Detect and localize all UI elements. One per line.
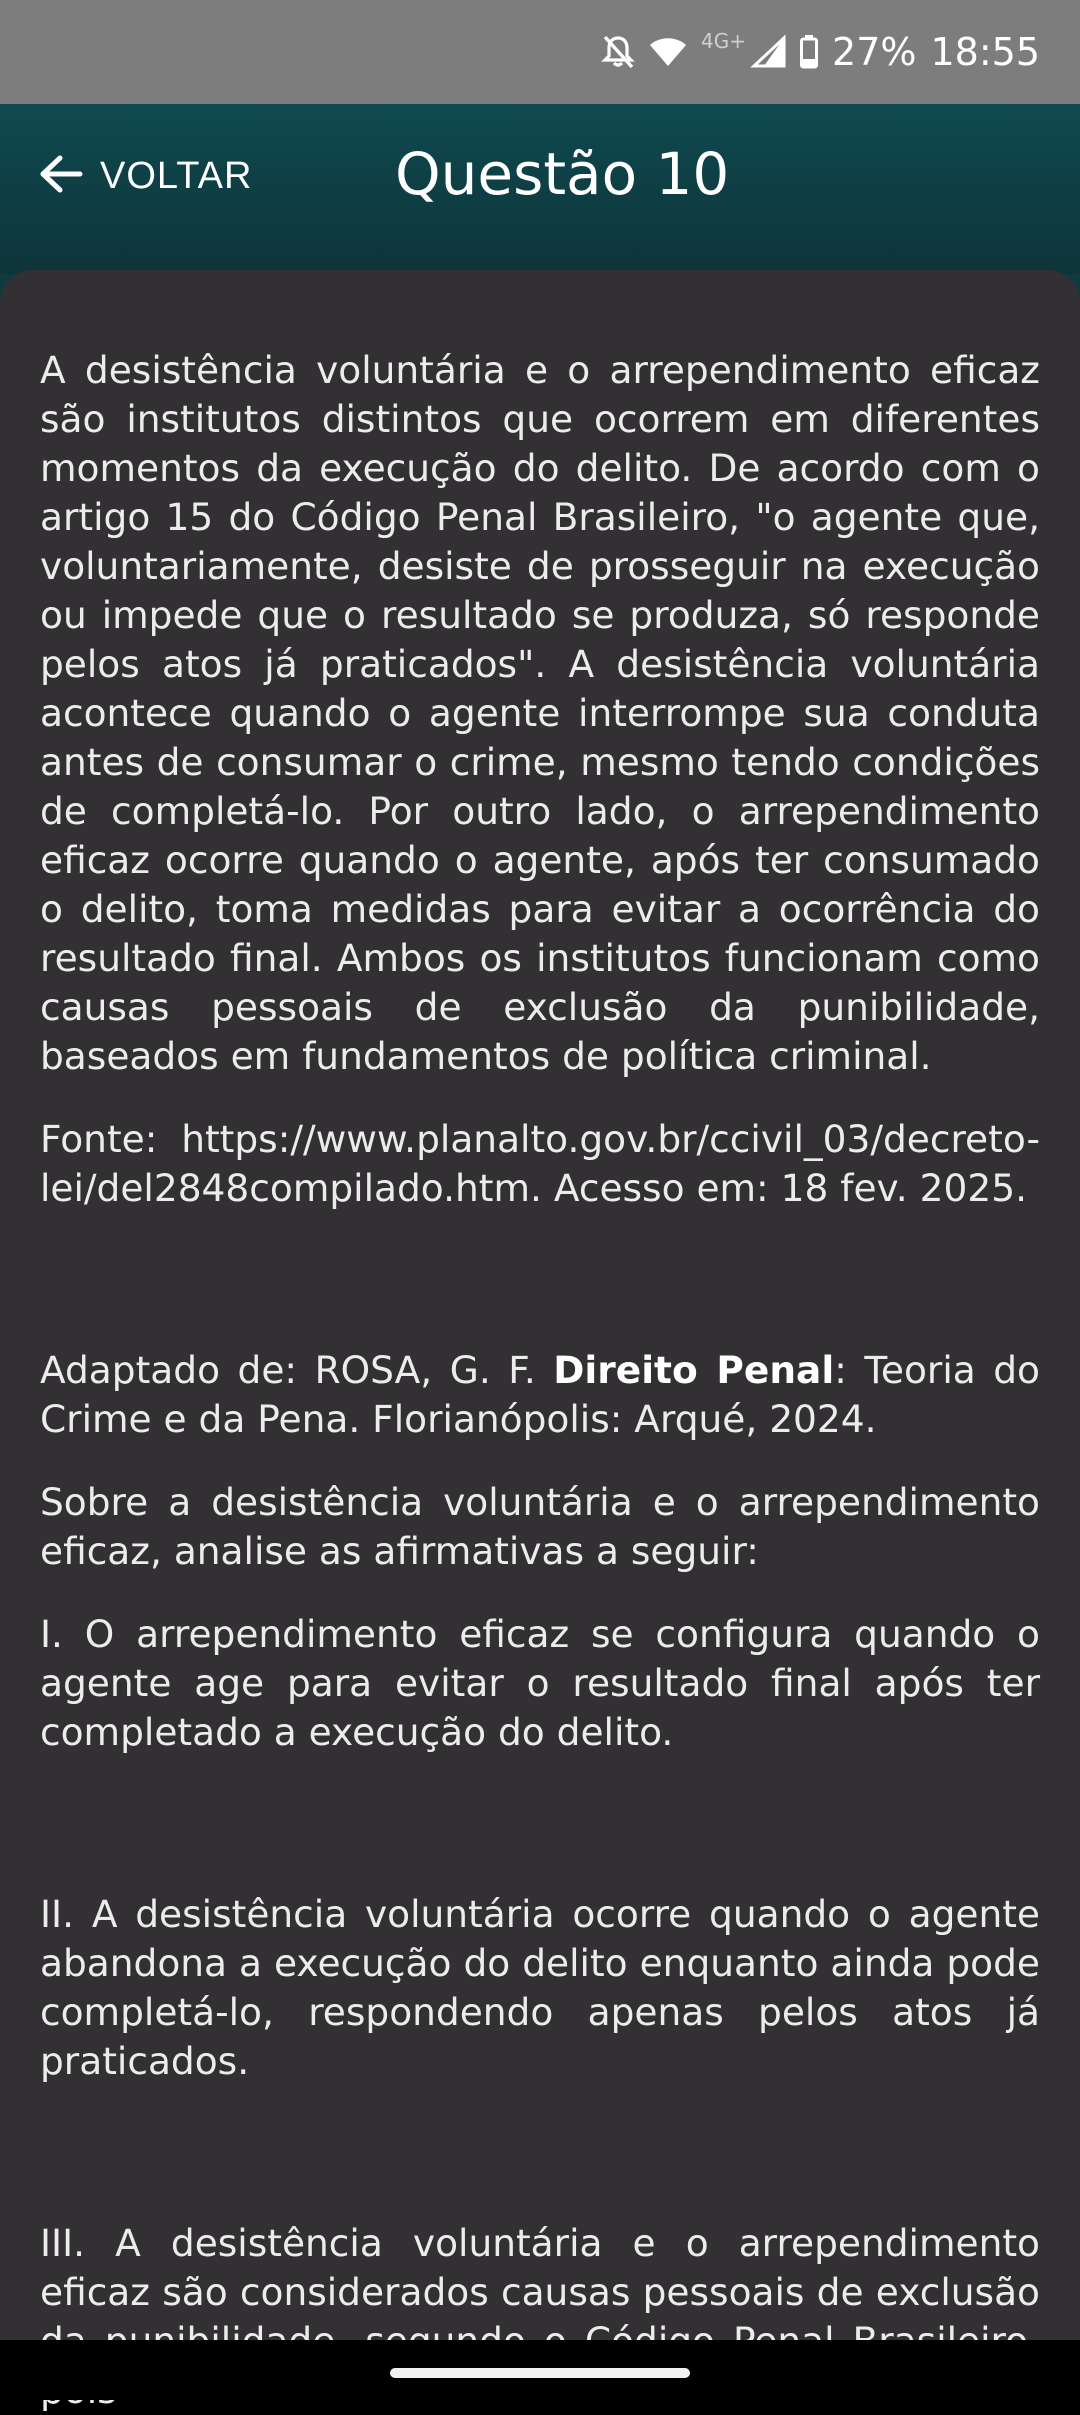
battery-icon bbox=[800, 35, 818, 69]
question-body bbox=[40, 346, 1040, 2415]
app-header bbox=[0, 104, 1080, 274]
statement-3: III. A desistência voluntária e o arrependimento eficaz são considerados causas pessoais de exclusão bbox=[40, 2221, 1040, 2314]
back-label: VOLTAR bbox=[100, 154, 253, 197]
clock: 18:55 bbox=[930, 30, 1040, 74]
mute-icon bbox=[601, 34, 635, 70]
question-intro: A desistência voluntária e o arrependimento eficaz são institutos distintos que ocorrem em diferentes momentos da execução do delito. De acordo com o artigo 15 do Código Penal Brasileiro, "o agente que, voluntariamente, desiste de prosseguir na execução ou impede que o resultado se produza, só responde pelos atos já praticados". A desistência voluntária acontece quando o agente interrompe sua conduta antes de consumar o crime, mesmo tendo condições de completá-lo. Por outro lado, o arrependimento eficaz ocorre quando o agente, após ter consumado o delito, toma medidas para evitar a ocorrência do resultado final. Ambos os institutos funcionam como causas pessoais de exclusão da punibilidade, baseados em fundamentos de política criminal. bbox=[40, 348, 1040, 1078]
battery-percent: 27% bbox=[832, 30, 917, 74]
arrow-left-icon bbox=[38, 154, 84, 199]
network-type-label: 4G+ bbox=[701, 29, 747, 53]
statement-1: I. O arrependimento eficaz se configura quando o agente age para evitar o resultado final após ter completado a execução do delito. bbox=[40, 1612, 1040, 1754]
reference-book-title: Direito Penal bbox=[553, 1348, 835, 1392]
statement-2: II. A desistência voluntária ocorre quando o agente abandona a execução do delito enquanto ainda pode completá-lo, respondendo apenas pelos atos já praticados. bbox=[40, 1892, 1040, 2083]
back-button[interactable] bbox=[38, 146, 252, 206]
system-navigation-bar bbox=[0, 2340, 1080, 2400]
page-title: Questão 10 bbox=[395, 140, 730, 208]
status-icons bbox=[601, 22, 1040, 82]
reference-prefix: Adaptado de: ROSA, G. F. bbox=[40, 1348, 554, 1392]
question-source: Fonte: https://www.planalto.gov.br/ccivil_03/decreto-lei/del2848compilado.htm. Acesso em: 18 fev. 2025. bbox=[40, 1117, 1040, 1210]
signal-icon bbox=[752, 36, 786, 68]
home-gesture-handle[interactable] bbox=[390, 2368, 690, 2378]
question-card bbox=[0, 270, 1080, 2340]
wifi-icon bbox=[649, 37, 687, 67]
reference-suffix: : Teoria do Crime e da Pena. Florianópolis: Arqué, 2024. bbox=[40, 1348, 1041, 1441]
question-adapted-reference bbox=[40, 1346, 1040, 1444]
status-bar bbox=[0, 0, 1080, 104]
question-prompt: Sobre a desistência voluntária e o arrependimento eficaz, analise as afirmativas a seguir: bbox=[40, 1480, 1040, 1573]
